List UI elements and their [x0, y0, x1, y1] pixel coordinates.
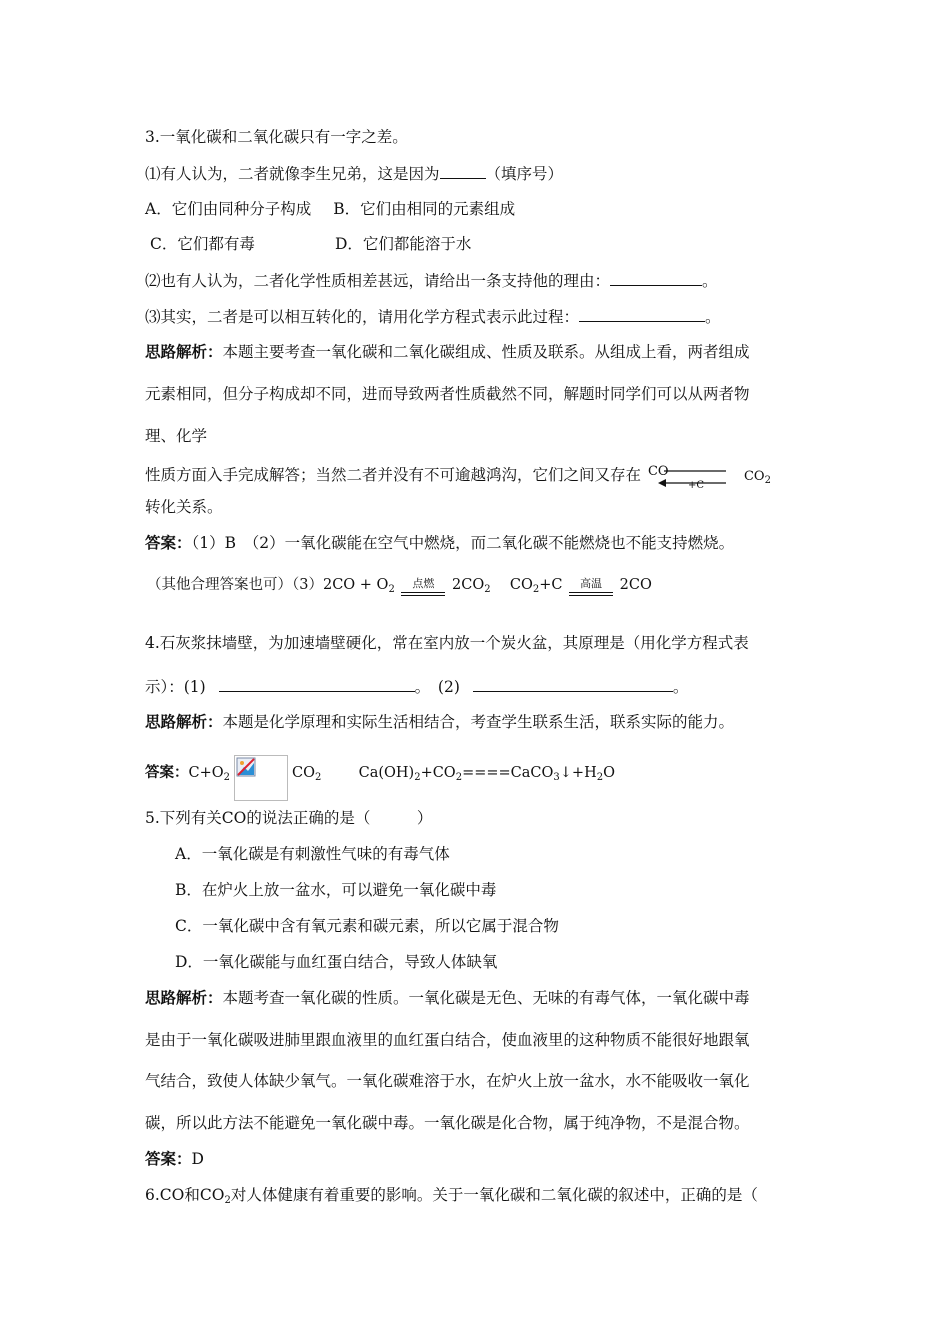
q3-eq2-right: 2CO — [619, 577, 652, 593]
q3-analysis-line3: 理、化学 — [145, 427, 208, 445]
q5-analysis-text1: 本题考查一氧化碳的性质。一氧化碳是无色、无味的有毒气体，一氧化碳中毒 — [222, 989, 750, 1007]
high-temp-condition — [567, 577, 615, 600]
q3-part3-text: ⑶其实，二者是可以相互转化的，请用化学方程式表示此过程： — [145, 308, 580, 326]
q3-eq2-left-c: +C — [539, 577, 563, 593]
diagram-lower-label: +C — [687, 480, 704, 491]
q5-analysis-line2: 是由于一氧化碳吸进肺里跟血液里的血红蛋白结合，使血液里的这种物质不能很好地跟氧 — [145, 1031, 750, 1049]
high-temp-label: 高温 — [580, 577, 603, 590]
q4-answer-label: 答案： — [145, 764, 189, 781]
broken-image-icon — [234, 755, 288, 801]
double-arrow-icon — [646, 462, 726, 494]
q5-analysis-line4: 碳，所以此方法不能避免一氧化碳中毒。一氧化碳是化合物，属于纯净物，不是混合物。 — [145, 1114, 750, 1132]
diagram-left-label: CO — [647, 464, 669, 479]
q4-title-part2: 。 (2) — [414, 678, 460, 696]
q3-answer-line1 — [145, 533, 734, 553]
q4-answer-eq2-b: +CO — [420, 765, 456, 781]
q3-eq2-left: CO — [509, 577, 533, 593]
q3-options-row1 — [145, 199, 515, 219]
q5-answer-text: D — [191, 1150, 204, 1168]
q3-analysis-line4 — [145, 462, 771, 494]
q4-blank2 — [473, 676, 673, 692]
q4-blank1 — [219, 676, 415, 692]
q3-part2-text: ⑵也有人认为，二者化学性质相差甚远，请给出一条支持他的理由： — [145, 272, 611, 290]
q3-part1-tail: （填序号） — [485, 165, 564, 183]
q3-answer-line2: （其他合理答案也可）$(3)2CO + O_2$ 点燃 $2CO_2$ $CO_2+C$ 高温 2CO — [147, 575, 652, 600]
q3-part3-end: 。 — [705, 308, 721, 326]
q5-answer-label: 答案： — [145, 1149, 192, 1168]
q4-title-part3: 。 — [672, 678, 689, 696]
q5-option-d: D．一氧化碳能与血红蛋白结合，导致人体缺氧 — [175, 953, 498, 971]
q5-title: 5.下列有关CO的说法正确的是（ ） — [145, 809, 433, 827]
q3-part3-blank — [579, 306, 705, 322]
q3-part2-end: 。 — [702, 272, 718, 290]
q5-option-b: B．在炉火上放一盆水，可以避免一氧化碳中毒 — [175, 881, 497, 899]
q3-answer-label: 答案： — [145, 533, 192, 552]
q3-part1-text: ⑴有人认为，二者就像李生兄弟，这是因为 — [145, 165, 440, 183]
q3-option-c: C．它们都有毒 — [150, 235, 255, 253]
q5-analysis-label: 思路解析： — [145, 988, 223, 1007]
q3-part1 — [145, 163, 563, 184]
diagram-right-sub: 2 — [764, 475, 771, 486]
q3-part1-blank — [440, 163, 486, 179]
q6-title-part2: 对人体健康有着重要的影响。关于一氧化碳和二氧化碳的叙述中，正确的是（ — [230, 1186, 758, 1204]
q3-eq1-right: 2CO — [452, 577, 485, 593]
ignite-condition — [399, 577, 447, 600]
q4-answer-eq2-d: ↓+H — [559, 765, 597, 781]
q3-analysis-line2: 元素相同，但分子构成却不同，进而导致两者性质截然不同，解题时同学们可以从两者物 — [145, 385, 750, 403]
q5-analysis-line1 — [145, 988, 750, 1008]
q3-answer-text1: （1）B （2）一氧化碳能在空气中燃烧，而二氧化碳不能燃烧也不能支持燃烧。 — [191, 534, 735, 552]
q4-title-line2 — [145, 676, 688, 697]
co-co2-conversion-diagram — [646, 462, 726, 494]
q4-title-line1: 4.石灰浆抹墙壁，为加速墙壁硬化，常在室内放一个炭火盆，其原理是（用化学方程式表 — [145, 634, 749, 652]
q3-option-b: B．它们由相同的元素组成 — [333, 200, 516, 218]
q3-analysis-text4: 性质方面入手完成解答；当然二者并没有不可逾越鸿沟，它们之间又存在 — [145, 466, 642, 484]
q4-answer-eq2-c: ====CaCO — [462, 765, 554, 781]
q3-title: 3.一氧化碳和二氧化碳只有一字之差。 — [145, 128, 408, 146]
q4-answer-eq2-e: O — [603, 765, 615, 781]
q3-part3 — [145, 306, 721, 327]
diagram-right-label — [744, 469, 771, 484]
q4-answer: 答案：$C+O_2$ $CO_2$ $Ca(OH)_2+CO_2====CaCO_3↓+H_2O$ — [145, 755, 615, 801]
q4-analysis-label: 思路解析： — [145, 712, 223, 731]
q3-eq1-left: （其他合理答案也可）（3）2CO + O — [147, 577, 389, 593]
q3-part2 — [145, 270, 718, 291]
q6-title-part1: 6.CO和CO — [145, 1186, 225, 1204]
q3-option-a: A．它们由同种分子构成 — [145, 200, 312, 218]
q5-answer — [145, 1149, 204, 1169]
ignite-label: 点燃 — [412, 577, 435, 590]
q5-analysis-line3: 气结合，致使人体缺少氧气。一氧化碳难溶于水，在炉火上放一盆水，水不能吸收一氧化 — [145, 1072, 750, 1090]
image-placeholder-icon — [236, 757, 256, 777]
q4-title-part1: 示）：(1) — [145, 678, 206, 696]
q4-answer-eq2-a: Ca(OH) — [358, 765, 415, 781]
q4-analysis-text: 本题是化学原理和实际生活相结合，考查学生联系生活，联系实际的能力。 — [222, 713, 735, 731]
q3-analysis-label: 思路解析： — [145, 342, 223, 361]
q5-option-a: A．一氧化碳是有刺激性气味的有毒气体 — [175, 845, 450, 863]
diagram-right-text: CO — [743, 469, 765, 484]
q4-answer-eq1-left: C+O — [188, 765, 224, 781]
q3-analysis-line5: 转化关系。 — [145, 498, 223, 516]
q3-option-d: D．它们都能溶于水 — [335, 235, 472, 253]
q3-part2-blank — [610, 270, 702, 286]
q4-analysis — [145, 712, 734, 732]
q6-title: 6.CO和$CO_2$对人体健康有着重要的影响。关于一氧化碳和二氧化碳的叙述中，正确的是（ — [145, 1186, 758, 1206]
q4-answer-eq1-right: CO — [292, 765, 315, 781]
q5-option-c: C．一氧化碳中含有氧元素和碳元素，所以它属于混合物 — [175, 917, 559, 935]
q3-options-row2 — [150, 234, 471, 254]
q3-analysis-text1: 本题主要考查一氧化碳和二氧化碳组成、性质及联系。从组成上看，两者组成 — [222, 343, 750, 361]
q3-analysis-line1 — [145, 342, 750, 362]
